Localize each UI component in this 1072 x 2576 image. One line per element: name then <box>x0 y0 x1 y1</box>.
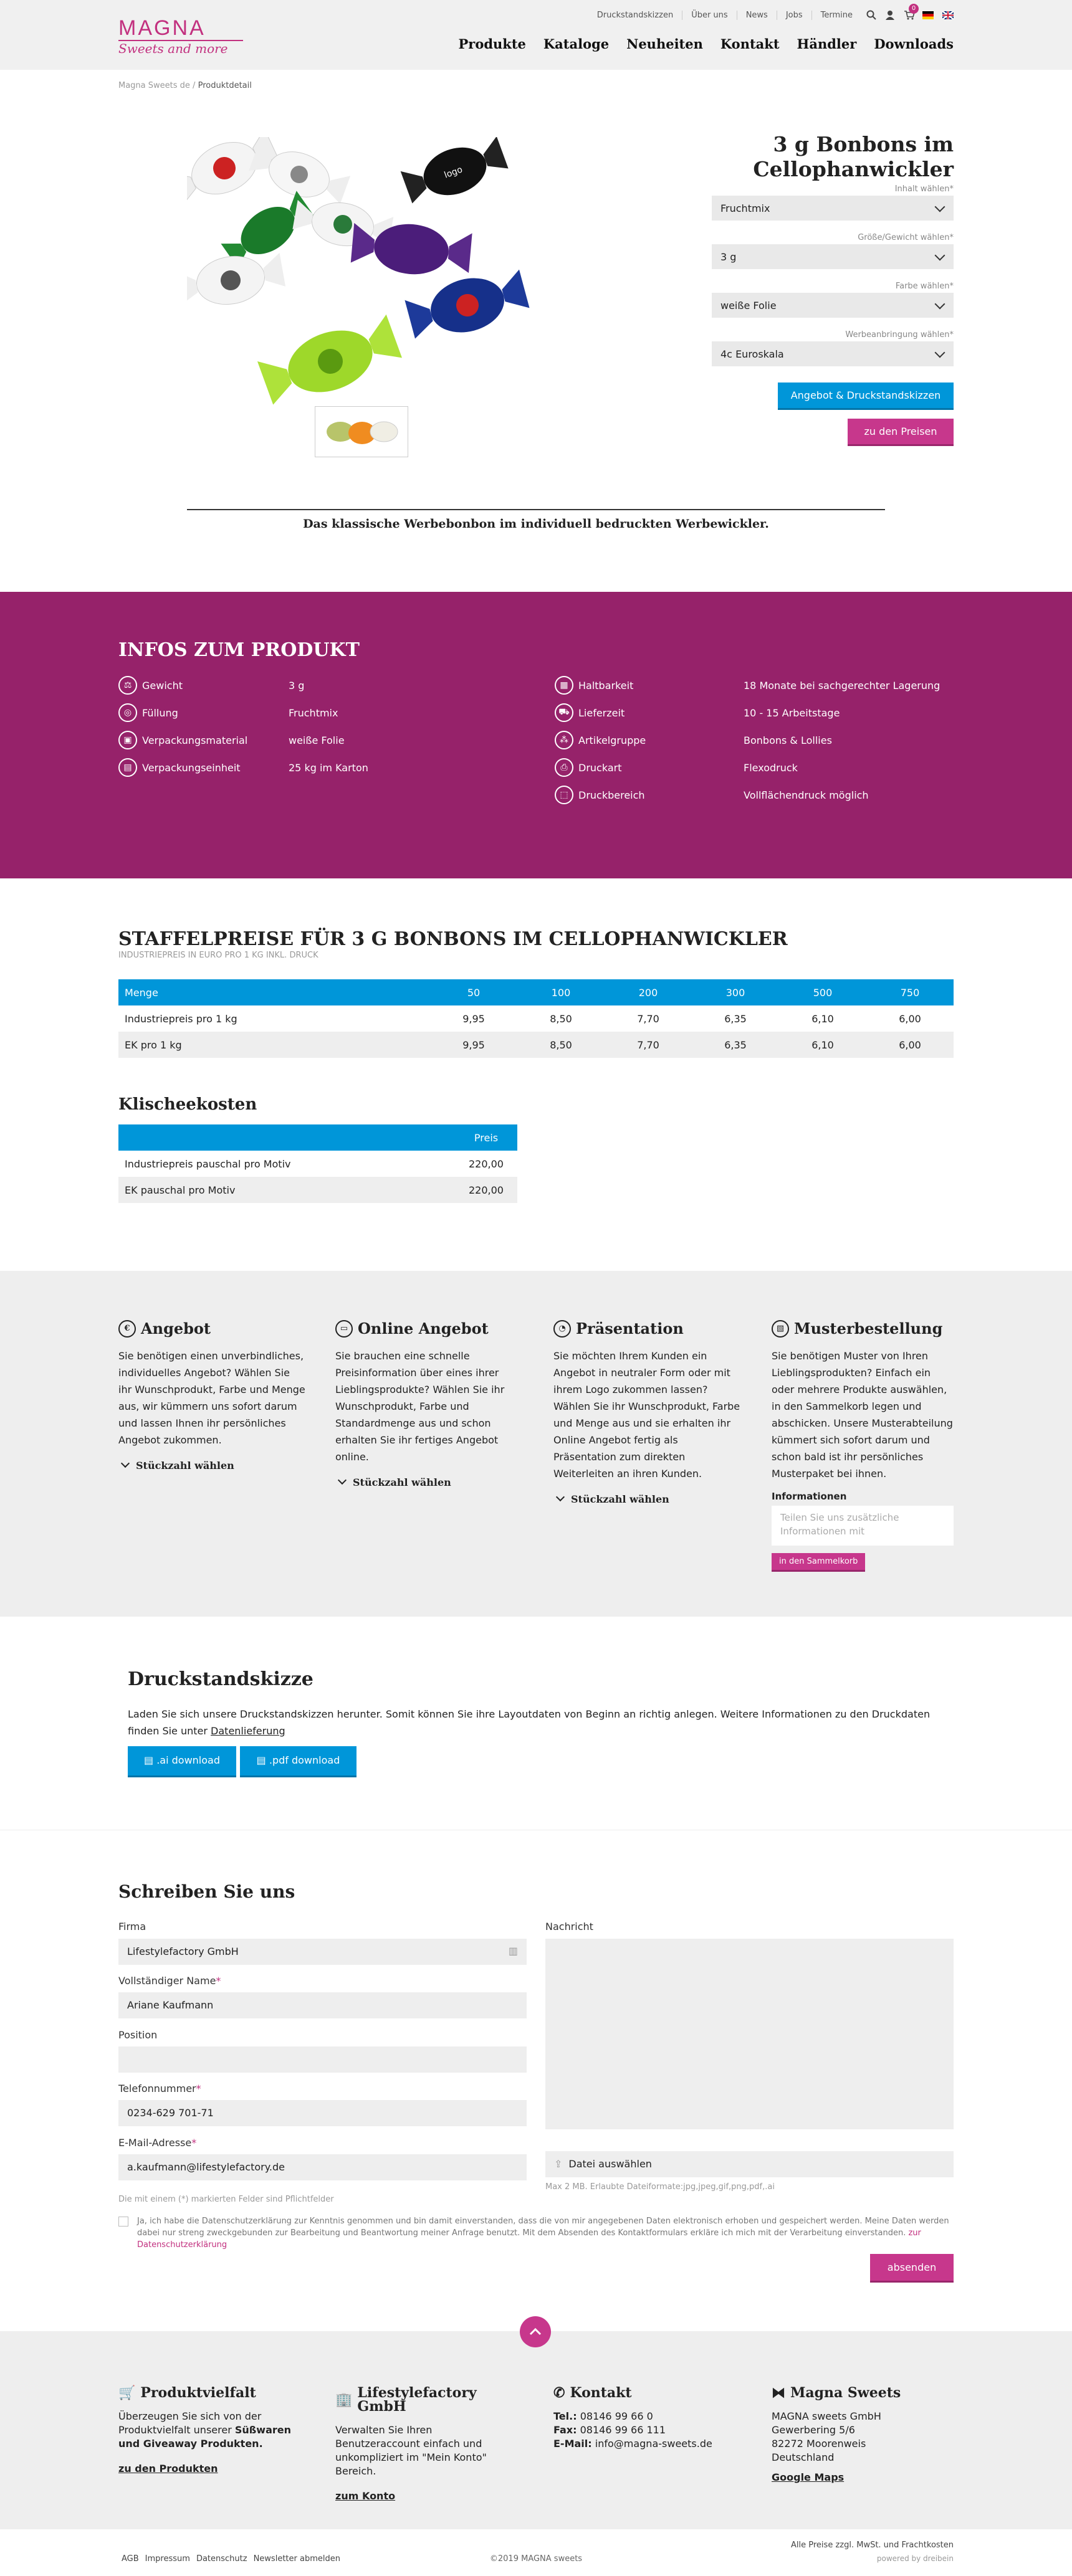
info-label: Lieferzeit <box>578 706 625 719</box>
table-cell: 6,35 <box>724 1012 747 1025</box>
table-cell: 8,50 <box>517 1032 605 1058</box>
print-icon: ⎙ <box>555 758 573 777</box>
table-cell: 220,00 <box>469 1157 504 1170</box>
footer-col-title: Kontakt <box>570 2385 632 2401</box>
info-label: Haltbarkeit <box>578 679 634 692</box>
chevron-down-icon <box>935 250 945 261</box>
service-text: Sie benötigen Muster von Ihren Lieblingsprodukten? Einfach ein oder mehrere Produkte auswählen, in den Sammelkorb legen und abschicken. Unsere Musterabteilung kümmert sich sofort darum und schon bald ist ihr persönliches Musterpaket bei ihnen. <box>772 1350 953 1480</box>
footer-col-text: Überzeugen Sie sich von der Produktvielfalt unserer <box>118 2410 262 2436</box>
footer-col-title: Produktvielfalt <box>140 2385 256 2401</box>
service-text: Sie brauchen eine schnelle Preisinformation über eines ihrer Lieblingsprodukte? Wählen Sie ihr Wunschprodukt, Farbe und Standardmenge aus und schon erhalten Sie ihr fertiges Angebot online. <box>335 1350 505 1463</box>
required-marker: * <box>216 1975 221 1987</box>
nav-neuheiten[interactable]: Neuheiten <box>626 36 703 52</box>
info-row-fuellung <box>118 703 338 722</box>
cart-icon[interactable] <box>904 5 916 20</box>
info-row-lieferzeit <box>555 703 840 722</box>
name-label-text: Vollständiger Name <box>118 1975 216 1987</box>
druck-text: Laden Sie sich unsere Druckstandskizzen herunter. Somit können Sie ihre Layoutdaten von Beginn an richtig anlegen. Weitere Informationen zu den Druckdaten finden Sie unter <box>128 1708 931 1737</box>
logo-wordmark: MAGNA <box>118 16 206 40</box>
price-table <box>118 979 954 1058</box>
nav-downloads[interactable]: Downloads <box>874 36 954 52</box>
quantity-select-link[interactable]: Stückzahl wählen <box>553 1493 740 1505</box>
file-upload[interactable] <box>545 2151 954 2177</box>
package-icon: ▣ <box>118 731 137 749</box>
firma-input[interactable] <box>118 1939 527 1965</box>
info-label: Verpackungseinheit <box>142 761 241 774</box>
impressum-link[interactable]: Impressum <box>145 2554 190 2564</box>
top-icons <box>866 5 954 20</box>
pdf-download-button[interactable] <box>240 1746 357 1777</box>
top-link-news[interactable]: News <box>737 11 777 20</box>
select-groesse[interactable] <box>712 244 954 269</box>
service-title: Angebot <box>141 1319 211 1338</box>
svg-text:logo: logo <box>443 164 464 181</box>
service-text: Sie möchten Ihrem Kunden ein Angebot in neutraler Form oder mit ihrem Logo zukommen lassen? Wählen Sie ihr Wunschprodukt, Farbe und Menge aus und sie erhalten ihr Online Angebot fertig als Präsentation zum direkten Weiterleiten an ihren Kunden. <box>553 1350 740 1480</box>
name-input[interactable]: Ariane Kaufmann <box>118 1992 527 2018</box>
services-section <box>0 1271 1072 1617</box>
druck-title: Druckstandskizze <box>128 1668 313 1690</box>
quantity-select-link[interactable]: Stückzahl wählen <box>118 1460 305 1471</box>
table-cell: 9,95 <box>462 1012 485 1025</box>
site-header <box>0 0 1072 70</box>
phone-label <box>118 2083 201 2094</box>
autofill-icon: ▥ <box>508 1945 518 1957</box>
info-row-druckbereich <box>555 786 869 804</box>
file-upload-label: Datei auswählen <box>568 2158 652 2170</box>
service-praesentation <box>553 1319 740 1505</box>
top-link-druckstandskizzen[interactable]: Druckstandskizzen <box>588 11 682 20</box>
chevron-down-icon <box>935 348 945 358</box>
name-label <box>118 1975 221 1987</box>
tel-label: Tel.: <box>553 2410 577 2422</box>
service-online-angebot <box>335 1319 522 1488</box>
top-link-termine[interactable]: Termine <box>820 10 853 20</box>
privacy-text: Ja, ich habe die Datenschutzerklärung zur Kenntnis genommen und bin damit einverstanden, dass die von mir angegebenen Daten elektronisch erhoben und gespeichert werden. Meine Daten werden dabei nur streng zweckgebunden zur Bearbeitung und Beantwortung meiner Anfrage benutzt. Mit dem Absenden des Kontaktformulars erkläre ich mich mit der Verarbeitung einverstanden. <box>137 2217 949 2238</box>
add-to-collection-button[interactable]: in den Sammelkorb <box>772 1553 865 1572</box>
cart-icon: 🛒 <box>118 2385 136 2401</box>
user-icon[interactable] <box>885 10 895 20</box>
nav-kataloge[interactable]: Kataloge <box>543 36 610 52</box>
contact-title: Schreiben Sie uns <box>118 1881 295 1902</box>
file-icon: ▤ <box>144 1754 157 1766</box>
table-header-row <box>118 979 954 1005</box>
nav-haendler[interactable]: Händler <box>797 36 857 52</box>
address-line: Gewerbering 5/6 <box>772 2424 855 2436</box>
table-cell: 7,70 <box>605 1032 692 1058</box>
candy-icon: ⧓ <box>772 2385 785 2401</box>
prices-button[interactable]: zu den Preisen <box>848 419 954 446</box>
table-cell: Industriepreis pro 1 kg <box>125 1012 237 1025</box>
newsletter-unsubscribe-link[interactable]: Newsletter abmelden <box>253 2554 340 2564</box>
info-row-druckart <box>555 758 798 777</box>
table-header-row <box>118 1124 517 1151</box>
datenschutz-link[interactable]: Datenschutz <box>196 2554 247 2564</box>
info-value: 25 kg im Karton <box>289 761 368 774</box>
nav-kontakt[interactable]: Kontakt <box>720 36 780 52</box>
firma-label: Firma <box>118 1921 146 1932</box>
pdf-download-label: .pdf download <box>269 1754 340 1766</box>
table-cell: EK pauschal pro Motiv <box>118 1177 455 1203</box>
klischee-title: Klischeekosten <box>118 1095 257 1114</box>
table-cell: 6,35 <box>692 1032 779 1058</box>
upload-icon: ⇪ <box>554 2158 563 2170</box>
sample-icon: ▧ <box>772 1320 789 1338</box>
firma-value: Lifestylefactory GmbH <box>127 1946 239 1957</box>
table-header: 500 <box>779 979 866 1005</box>
message-textarea[interactable] <box>545 1939 954 2129</box>
table-cell: 8,50 <box>550 1012 572 1025</box>
submit-button[interactable]: absenden <box>870 2254 954 2283</box>
info-label: Druckart <box>578 761 622 774</box>
info-row-haltbarkeit <box>555 676 940 695</box>
product-info-section <box>0 592 1072 878</box>
address-line: Deutschland <box>772 2451 835 2463</box>
info-value: 3 g <box>289 679 305 692</box>
truck-icon: ⛟ <box>555 703 573 722</box>
agb-link[interactable]: AGB <box>122 2554 139 2564</box>
table-header: 750 <box>866 979 954 1005</box>
nav-produkte[interactable]: Produkte <box>458 36 526 52</box>
breadcrumb-home[interactable]: Magna Sweets de <box>118 81 190 90</box>
powered-by[interactable]: powered by dreibein <box>876 2554 954 2563</box>
top-link-jobs[interactable]: Jobs <box>777 11 812 20</box>
table-cell: Industriepreis pauschal pro Motiv <box>125 1157 291 1170</box>
select-label-werbung: Werbeanbringung wählen* <box>845 330 954 340</box>
footer-col-magna <box>772 2386 959 2484</box>
euro-icon: € <box>118 1320 136 1338</box>
service-title: Online Angebot <box>358 1319 489 1338</box>
building-icon: 🏢 <box>335 2392 353 2408</box>
table-cell: 6,00 <box>899 1012 921 1025</box>
footer-col-text-block <box>118 2410 299 2451</box>
quantity-select-link[interactable]: Stückzahl wählen <box>335 1476 522 1488</box>
phone-label-text: Telefonnummer <box>118 2083 196 2094</box>
tel-value[interactable]: 08146 99 66 0 <box>580 2410 653 2422</box>
privacy-link[interactable]: zur Datenschutzerklärung <box>137 2228 921 2250</box>
table-cell: 6,00 <box>866 1032 954 1058</box>
info-label: Artikelgruppe <box>578 734 646 746</box>
product-image[interactable] <box>187 137 536 417</box>
chevron-down-icon <box>935 202 945 212</box>
select-farbe[interactable] <box>712 293 954 318</box>
footer-mail-line <box>553 2437 740 2451</box>
service-title: Musterbestellung <box>794 1319 943 1338</box>
phone-input[interactable]: 0234-629 701-71 <box>118 2100 527 2126</box>
privacy-checkbox[interactable] <box>118 2217 128 2227</box>
account-link[interactable]: zum Konto <box>335 2490 396 2502</box>
footer-col-kontakt <box>553 2386 740 2451</box>
print-area-icon: ⬚ <box>555 786 573 804</box>
info-value: 18 Monate bei sachgerechter Lagerung <box>744 679 940 692</box>
select-groesse-value: 3 g <box>720 251 737 263</box>
breadcrumb-current: Produktdetail <box>198 81 252 90</box>
datenlieferung-link[interactable]: Datenlieferung <box>211 1725 285 1737</box>
table-header: 200 <box>605 979 692 1005</box>
table-header: Preis <box>455 1124 517 1151</box>
address-line: 82272 Moorenweis <box>772 2438 866 2450</box>
required-marker: * <box>191 2137 197 2149</box>
fax-value: 08146 99 66 111 <box>580 2424 666 2436</box>
privacy-text-block <box>137 2215 954 2251</box>
copyright: ©2019 MAGNA sweets <box>489 2554 583 2564</box>
info-label: Füllung <box>142 706 178 719</box>
message-label: Nachricht <box>545 1921 593 1932</box>
table-cell: 7,70 <box>637 1012 659 1025</box>
breadcrumb <box>118 81 252 90</box>
select-werbung-value: 4c Euroskala <box>720 348 784 360</box>
divider <box>187 509 885 510</box>
table-cell: 6,10 <box>811 1012 834 1025</box>
german-flag-icon[interactable] <box>922 11 934 19</box>
english-flag-icon[interactable] <box>942 11 954 19</box>
calendar-icon: ▦ <box>555 676 573 695</box>
table-cell: 9,95 <box>430 1032 517 1058</box>
table-header: 100 <box>517 979 605 1005</box>
email-label <box>118 2137 196 2149</box>
logo-tagline: Sweets and more <box>118 41 228 56</box>
position-input[interactable] <box>118 2046 527 2073</box>
table-row <box>118 1032 954 1058</box>
info-label: Informationen <box>772 1491 847 1502</box>
select-inhalt-value: Fruchtmix <box>720 202 770 214</box>
info-title: INFOS ZUM PRODUKT <box>118 639 360 661</box>
info-row-verpackungseinheit <box>118 758 368 777</box>
info-label: Druckbereich <box>578 789 645 801</box>
service-angebot <box>118 1319 305 1471</box>
table-row <box>118 1151 517 1177</box>
info-row-gewicht <box>118 676 304 695</box>
service-title: Präsentation <box>576 1319 684 1338</box>
footer-col-bold: Süßwaren und Giveaway Produkten. <box>118 2424 291 2450</box>
footer-col-title: Lifestylefactory GmbH <box>357 2385 477 2415</box>
back-to-top-button[interactable] <box>520 2316 551 2347</box>
ai-download-button[interactable] <box>128 1746 236 1777</box>
service-musterbestellung <box>772 1319 954 1572</box>
product-tagline: Das klassische Werbebonbon im individuell bedruckten Werbewickler. <box>303 517 769 531</box>
price-table-title: STAFFELPREISE FÜR 3 G BONBONS IM CELLOPHANWICKLER <box>118 928 788 950</box>
weight-icon: ⚖ <box>118 676 137 695</box>
file-icon: ▤ <box>256 1754 269 1766</box>
table-cell: 220,00 <box>455 1177 517 1203</box>
table-header: 300 <box>692 979 779 1005</box>
price-table-subtitle: INDUSTRIEPREIS IN EURO PRO 1 KG INKL. DRUCK <box>118 951 318 960</box>
product-thumbnail[interactable] <box>315 406 408 457</box>
info-value: 10 - 15 Arbeitstage <box>744 706 840 719</box>
table-cell: 6,10 <box>779 1032 866 1058</box>
select-label-farbe: Farbe wählen* <box>895 282 954 291</box>
product-title-line1: 3 g Bonbons im <box>773 132 954 156</box>
info-value: Flexodruck <box>744 761 798 774</box>
main-navigation <box>458 36 954 52</box>
top-navigation <box>588 5 954 20</box>
presentation-icon: ◔ <box>553 1320 571 1338</box>
select-farbe-value: weiße Folie <box>720 300 777 311</box>
ai-download-label: .ai download <box>156 1754 220 1766</box>
chevron-down-icon <box>935 299 945 310</box>
footer-col-text: Verwalten Sie Ihren Benutzeraccount einfach und unkompliziert im "Mein Konto" Bereich. <box>335 2424 487 2477</box>
offer-button[interactable]: Angebot & Druckstandskizzen <box>778 383 954 410</box>
klischee-table <box>118 1124 517 1203</box>
candy-icon: ◎ <box>118 703 137 722</box>
google-maps-link[interactable]: Google Maps <box>772 2471 845 2483</box>
product-title <box>692 132 954 182</box>
prices-note: Alle Preise zzgl. MwSt. und Frachtkosten <box>791 2540 954 2550</box>
required-fields-note: Die mit einem (*) markierten Felder sind Pflichtfelder <box>118 2195 334 2204</box>
phone-icon: ✆ <box>553 2385 565 2401</box>
box-icon: ▤ <box>118 758 137 777</box>
info-label: Gewicht <box>142 679 183 692</box>
fax-label: Fax: <box>553 2424 577 2436</box>
mail-label: E-Mail: <box>553 2438 592 2450</box>
address-line: MAGNA sweets GmbH <box>772 2410 881 2422</box>
footer-fax-line <box>553 2423 740 2437</box>
file-note: Max 2 MB. Erlaubte Dateiformate:jpg,jpeg,gif,png,pdf,.ai <box>545 2182 775 2192</box>
service-text: Sie benötigen einen unverbindliches, individuelles Angebot? Wählen Sie ihr Wunschprodukt, Farbe und Menge aus, wir kümmern uns sofort darum und lassen Ihnen ihr persönliches Angebot zukommen. <box>118 1350 305 1446</box>
logo[interactable] <box>118 17 243 56</box>
table-header: Menge <box>118 979 430 1005</box>
druck-text-block <box>128 1706 950 1739</box>
select-inhalt[interactable] <box>712 196 954 221</box>
monitor-icon: ▭ <box>335 1320 353 1338</box>
group-icon: ⁂ <box>555 731 573 749</box>
product-title-line2: Cellophanwickler <box>753 157 954 181</box>
info-value: Bonbons & Lollies <box>744 734 832 746</box>
required-marker: * <box>196 2083 201 2094</box>
info-value: weiße Folie <box>289 734 345 746</box>
footer <box>0 2331 1072 2529</box>
select-label-groesse: Größe/Gewicht wählen* <box>858 233 954 242</box>
table-row <box>118 1005 954 1032</box>
info-row-artikelgruppe <box>555 731 832 749</box>
top-link-ueber-uns[interactable]: Über uns <box>682 11 737 20</box>
footer-col-account <box>335 2386 516 2503</box>
footer-phone-line <box>553 2410 740 2423</box>
product-section <box>0 118 1072 505</box>
footer-col-title: Magna Sweets <box>790 2385 901 2401</box>
products-link[interactable]: zu den Produkten <box>118 2463 218 2474</box>
info-value: Vollflächendruck möglich <box>744 789 869 801</box>
info-value: Fruchtmix <box>289 706 338 719</box>
info-label: Verpackungsmaterial <box>142 734 248 746</box>
table-row <box>118 1177 517 1203</box>
email-label-text: E-Mail-Adresse <box>118 2137 192 2149</box>
table-header <box>118 1124 455 1151</box>
table-cell: EK pro 1 kg <box>118 1032 430 1058</box>
email-input[interactable]: a.kaufmann@lifestylefactory.de <box>118 2154 527 2180</box>
mail-value[interactable]: info@magna-sweets.de <box>595 2438 712 2450</box>
select-werbung[interactable] <box>712 341 954 366</box>
select-label-inhalt: Inhalt wählen* <box>894 184 954 194</box>
search-icon[interactable] <box>866 10 876 20</box>
bottom-bar <box>0 2529 1072 2576</box>
cart-count-badge: 0 <box>909 4 919 14</box>
info-row-verpackungsmaterial <box>118 731 345 749</box>
table-header: 50 <box>430 979 517 1005</box>
breadcrumb-separator: / <box>193 81 196 90</box>
position-label: Position <box>118 2029 158 2041</box>
information-textarea[interactable]: Teilen Sie uns zusätzliche Informationen mit <box>772 1506 954 1546</box>
footer-col-produktvielfalt <box>118 2386 299 2476</box>
